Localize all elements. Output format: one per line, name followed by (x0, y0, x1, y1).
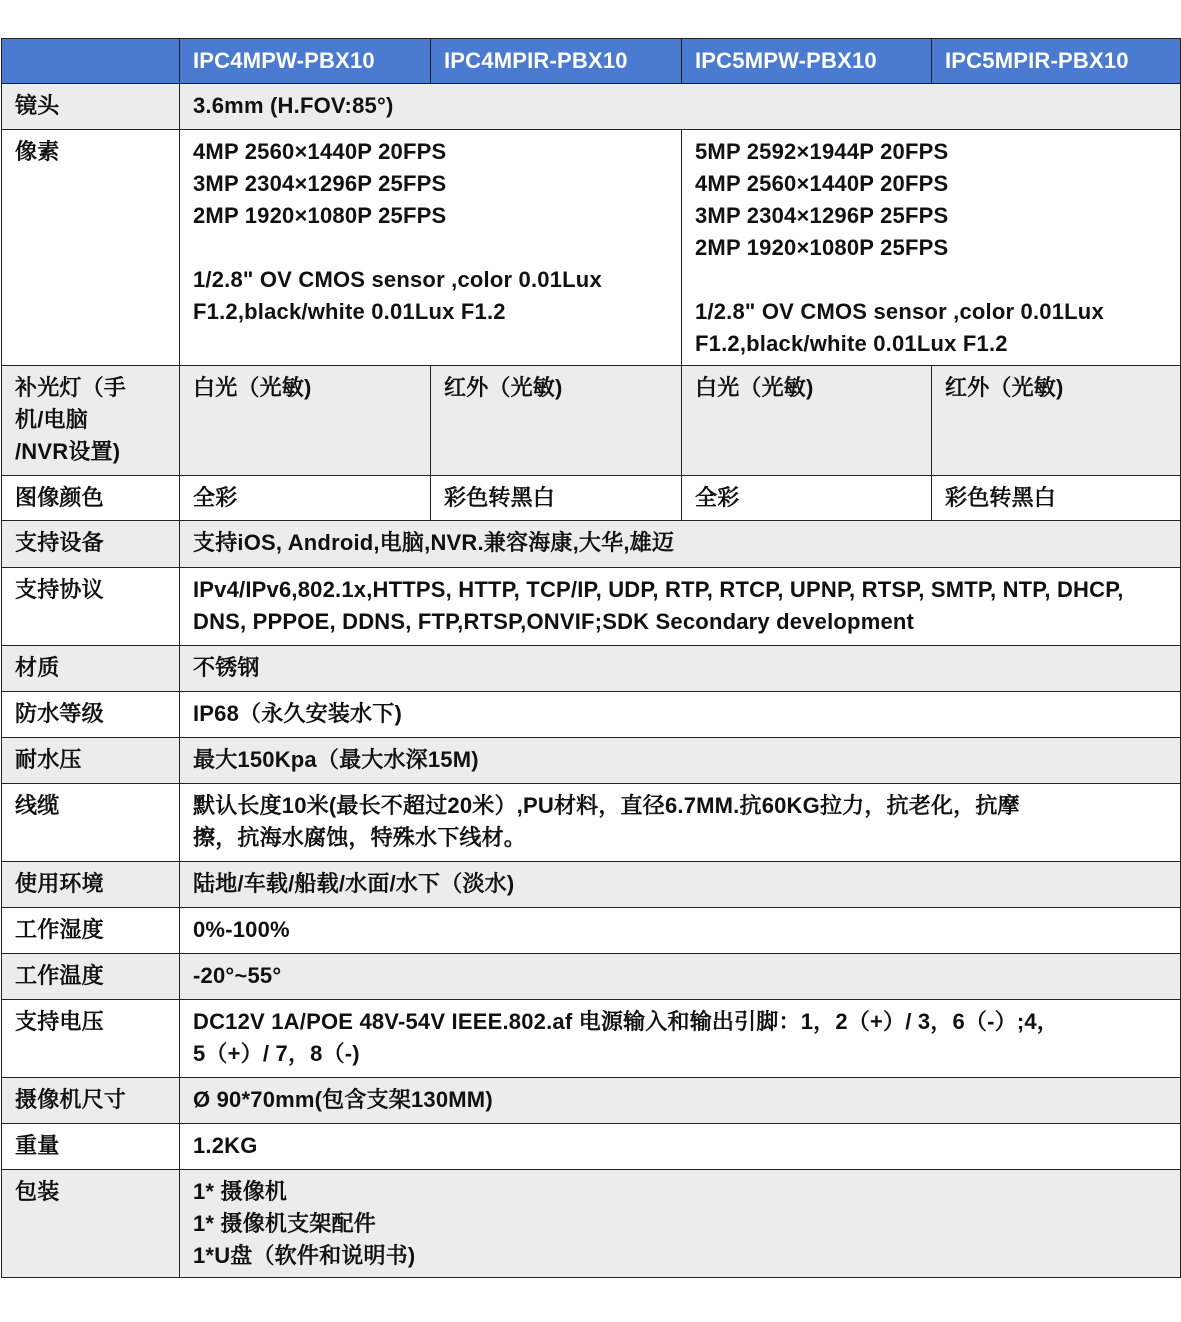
model-header: IPC4MPW-PBX10 (180, 39, 431, 84)
weight-row (2, 1124, 1181, 1170)
row-label: 使用环境 (2, 862, 180, 908)
fill-light-row (2, 366, 1181, 476)
resolution-line: 2MP 1920×1080P 25FPS (695, 235, 949, 260)
resolution-line: 5MP 2592×1944P 20FPS (695, 139, 949, 164)
material-value: 不锈钢 (180, 646, 1181, 692)
devices-row (2, 521, 1181, 568)
row-label: 材质 (2, 646, 180, 692)
size-value: Ø 90*70mm(包含支架130MM) (180, 1078, 1181, 1124)
sensor-line: 1/2.8" OV CMOS sensor ,color 0.01Lux (193, 267, 602, 292)
row-label: 工作湿度 (2, 908, 180, 954)
resolution-line: 2MP 1920×1080P 25FPS (193, 203, 447, 228)
row-label: 线缆 (2, 784, 180, 862)
lens-row (2, 84, 1181, 130)
row-label: 支持协议 (2, 568, 180, 646)
header-blank-cell (2, 39, 180, 84)
model-header: IPC5MPIR-PBX10 (932, 39, 1181, 84)
pixels-5mp-cell (682, 130, 1181, 366)
devices-value: 支持iOS, Android,电脑,NVR.兼容海康,大华,雄迈 (180, 521, 1181, 568)
resolution-line: 3MP 2304×1296P 25FPS (695, 203, 949, 228)
voltage-value: DC12V 1A/POE 48V-54V IEEE.802.af 电源输入和输出引脚：1，2（+）/ 3，6（-）;4， 5（+）/ 7，8（-) (180, 1000, 1181, 1078)
resolution-line: 4MP 2560×1440P 20FPS (193, 139, 447, 164)
humidity-row (2, 908, 1181, 954)
humidity-value: 0%-100% (180, 908, 1181, 954)
row-label: 支持电压 (2, 1000, 180, 1078)
fill-light-value: 红外（光敏) (932, 366, 1181, 476)
package-value: 1* 摄像机 1* 摄像机支架配件 1*U盘（软件和说明书) (180, 1170, 1181, 1278)
row-label: 包装 (2, 1170, 180, 1278)
row-label: 图像颜色 (2, 476, 180, 521)
material-row (2, 646, 1181, 692)
sensor-line: F1.2,black/white 0.01Lux F1.2 (695, 331, 1008, 356)
lens-value: 3.6mm (H.FOV:85°) (180, 84, 1181, 130)
row-label: 工作温度 (2, 954, 180, 1000)
cable-value: 默认长度10米(最长不超过20米）,PU材料，直径6.7MM.抗60KG拉力，抗老化，抗摩 擦，抗海水腐蚀，特殊水下线材。 (180, 784, 1181, 862)
pressure-value: 最大150Kpa（最大水深15M) (180, 738, 1181, 784)
package-row (2, 1170, 1181, 1278)
row-label: 支持设备 (2, 521, 180, 568)
resolution-line: 3MP 2304×1296P 25FPS (193, 171, 447, 196)
pixels-row (2, 130, 1181, 366)
protocols-value: IPv4/IPv6,802.1x,HTTPS, HTTP, TCP/IP, UDP, RTP, RTCP, UPNP, RTSP, SMTP, NTP, DHCP, DNS, PPPOE, DDNS, FTP,RTSP,ONVIF;SDK Secondary development (180, 568, 1181, 646)
sensor-line: F1.2,black/white 0.01Lux F1.2 (193, 299, 506, 324)
waterproof-row (2, 692, 1181, 738)
image-color-row (2, 476, 1181, 521)
environment-row (2, 862, 1181, 908)
cable-row (2, 784, 1181, 862)
image-color-value: 彩色转黑白 (932, 476, 1181, 521)
row-label: 像素 (2, 130, 180, 366)
size-row (2, 1078, 1181, 1124)
resolution-line: 4MP 2560×1440P 20FPS (695, 171, 949, 196)
weight-value: 1.2KG (180, 1124, 1181, 1170)
pixels-4mp-cell (180, 130, 682, 366)
fill-light-value: 白光（光敏) (682, 366, 932, 476)
image-color-value: 彩色转黑白 (431, 476, 682, 521)
model-header: IPC4MPIR-PBX10 (431, 39, 682, 84)
voltage-row (2, 1000, 1181, 1078)
header-row (2, 39, 1181, 84)
row-label: 重量 (2, 1124, 180, 1170)
model-header: IPC5MPW-PBX10 (682, 39, 932, 84)
row-label: 耐水压 (2, 738, 180, 784)
environment-value: 陆地/车载/船载/水面/水下（淡水) (180, 862, 1181, 908)
temperature-value: -20°~55° (180, 954, 1181, 1000)
protocols-row (2, 568, 1181, 646)
sensor-line: 1/2.8" OV CMOS sensor ,color 0.01Lux (695, 299, 1104, 324)
row-label: 补光灯（手 机/电脑 /NVR设置) (2, 366, 180, 476)
waterproof-value: IP68（永久安装水下) (180, 692, 1181, 738)
pressure-row (2, 738, 1181, 784)
row-label: 摄像机尺寸 (2, 1078, 180, 1124)
fill-light-value: 红外（光敏) (431, 366, 682, 476)
temperature-row (2, 954, 1181, 1000)
image-color-value: 全彩 (180, 476, 431, 521)
row-label: 防水等级 (2, 692, 180, 738)
fill-light-value: 白光（光敏) (180, 366, 431, 476)
image-color-value: 全彩 (682, 476, 932, 521)
spec-table (1, 38, 1181, 1278)
row-label: 镜头 (2, 84, 180, 130)
